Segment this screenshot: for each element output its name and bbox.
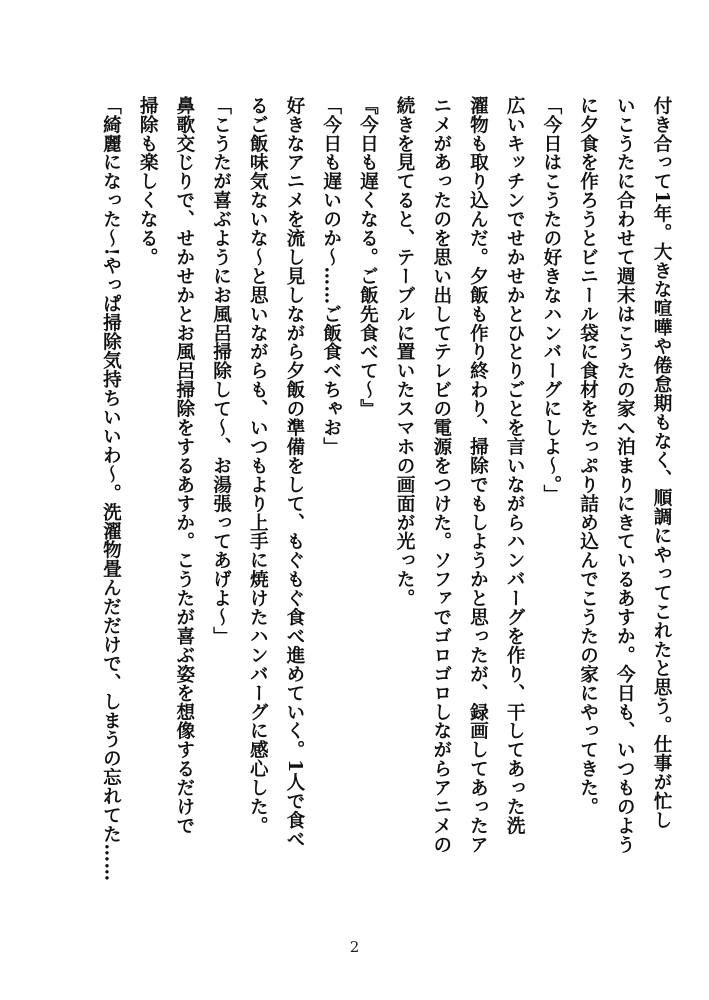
text-line: 続きを見てると、テーブルに置いたスマホの画面が光った。 <box>394 96 416 608</box>
text-line: るご飯味気ないな〜と思いながらも、いつもより上手に焼けたハンバーグに感心した。 <box>247 96 269 836</box>
text-line: 「綺麗になった〜!やっぱ掃除気持ちいいわ〜。洗濯物畳んだだけで、しまうの忘れてた…… <box>100 96 122 882</box>
text-line: ニメがあったのを思い出してテレビの電源をつけた。ソファでゴロゴロしながらアニメの <box>430 96 452 854</box>
text-line: 掃除も楽しくなる。 <box>137 96 159 267</box>
text-line: 好きなアニメを流し見しながら夕飯の準備をして、もぐもぐ食べ進めていく。1人で食べ <box>283 96 305 849</box>
text-line: 濯物も取り込んだ。夕飯も作り終わり、掃除でもしようかと思ったが、録画してあったア <box>467 96 489 854</box>
text-line: に夕食を作ろうとビニール袋に食材をたっぷり詰め込んでこうたの家にやってきた。 <box>577 96 599 817</box>
text-line: いこうたに合わせて週末はこうたの家へ泊まりにきているあすか。今日も、いつものよう <box>614 96 636 854</box>
text-line: 『今日も遅くなる。ご飯先食べて〜』 <box>357 96 379 419</box>
text-line: 鼻歌交じりで、せかせかとお風呂掃除をするあすか。こうたが喜ぶ姿を想像するだけで <box>173 96 195 836</box>
text-line: 付き合って1年。大きな喧嘩や倦怠期もなく、順調にやってこれたと思う。仕事が忙し <box>651 96 672 830</box>
text-line: 「今日も遅いのか〜……ご飯食べちゃお」 <box>320 96 342 457</box>
page-number: 2 <box>349 938 360 956</box>
text-line: 広いキッチンでせかせかとひとりごとを言いながらハンバーグを作り、干してあった洗 <box>504 96 526 836</box>
text-line: 「こうたが喜ぶようにお風呂掃除して〜、お湯張ってあげよ〜」 <box>210 96 232 646</box>
text-line: 「今日はこうたの好きなハンバーグにしよ〜。」 <box>540 96 562 504</box>
vertical-text-block <box>99 96 679 916</box>
